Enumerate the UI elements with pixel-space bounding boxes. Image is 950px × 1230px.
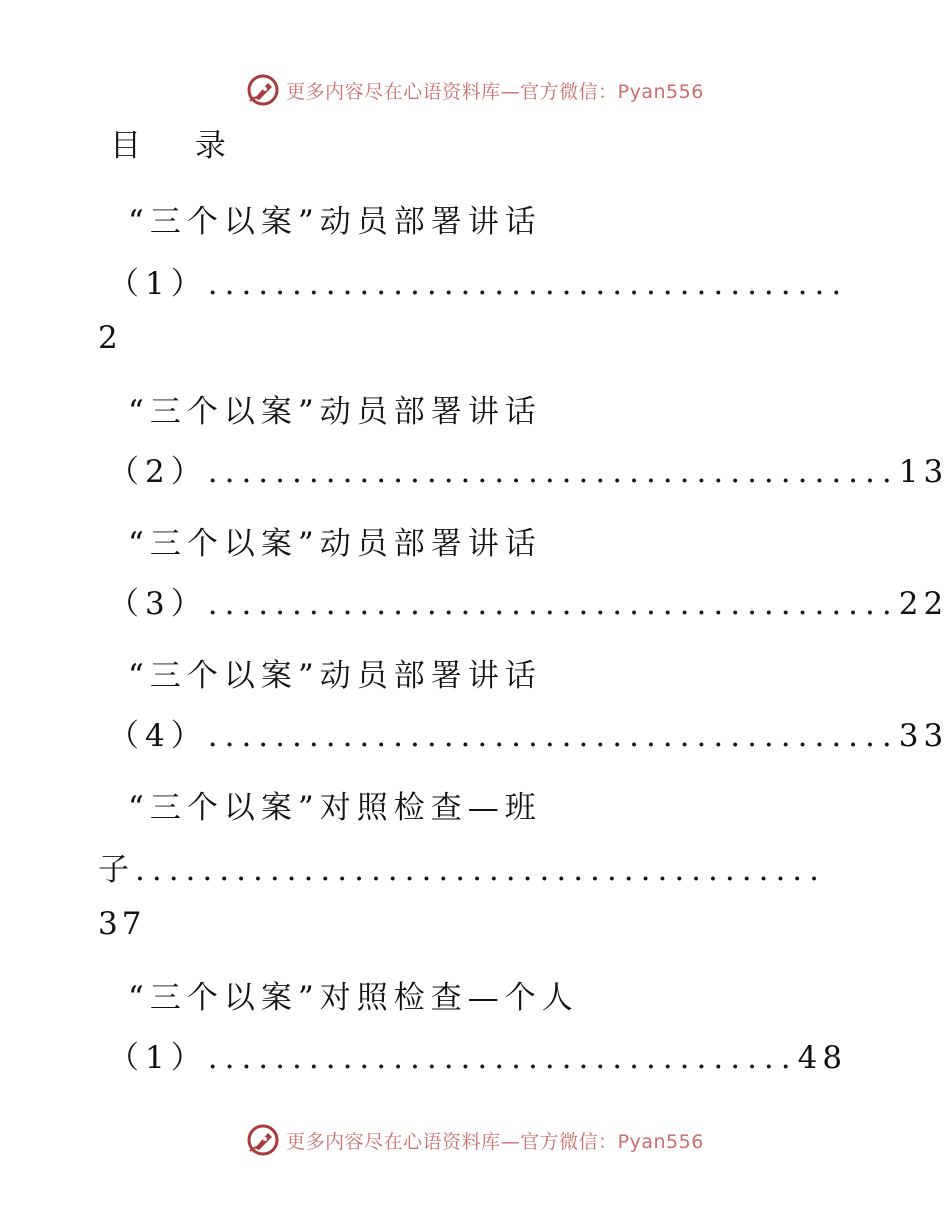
toc-entry-leader[interactable] [108,1036,848,1080]
pen-nib-logo-icon [246,73,280,107]
toc-entry-leader[interactable] [98,848,840,892]
toc-page-number: 22 [898,586,949,622]
toc-leader-dots: ......................................... [207,586,899,622]
toc-page-number: 37 [98,906,146,942]
toc-entry-title: “三个以案”动员部署讲话 [128,526,542,562]
toc-entry-number: （2） [108,454,208,490]
toc-entry-leader[interactable] [108,450,949,494]
toc-page-number: 48 [797,1040,848,1076]
toc-leader-dots: ......................................... [135,852,827,888]
toc-heading: 目 录 [110,128,248,164]
watermark-footer [0,1120,950,1160]
toc-leader-dots: ................................... [207,1040,798,1076]
toc-entry-title: “三个以案”对照检查—个人 [128,980,579,1016]
watermark-header [0,70,950,110]
toc-entry-title: “三个以案”对照检查—班 [128,790,542,826]
watermark-text: 更多内容尽在心语资料库—官方微信：Pyan556 [286,1130,704,1153]
toc-entry-leader[interactable] [108,262,849,306]
pen-nib-logo-icon [246,1123,280,1157]
toc-entry-number: （1） [108,266,208,302]
toc-page-number: 33 [898,718,949,754]
toc-entry-number: 子 [98,852,135,888]
toc-entry-title: “三个以案”动员部署讲话 [128,204,542,240]
toc-entry-number: （3） [108,586,208,622]
toc-page-number: 13 [898,454,949,490]
toc-leader-dots: ......................................... [207,454,899,490]
toc-entry-title: “三个以案”动员部署讲话 [128,394,542,430]
toc-leader-dots: ......................................... [207,718,899,754]
toc-entry-title: “三个以案”动员部署讲话 [128,658,542,694]
watermark-text: 更多内容尽在心语资料库—官方微信：Pyan556 [286,80,704,103]
toc-page-number: 2 [98,320,122,356]
toc-leader-dots: ...................................... [207,266,849,302]
toc-entry-number: （1） [108,1040,208,1076]
toc-entry-leader[interactable] [108,714,949,758]
toc-entry-number: （4） [108,718,208,754]
toc-entry-leader[interactable] [108,582,949,626]
